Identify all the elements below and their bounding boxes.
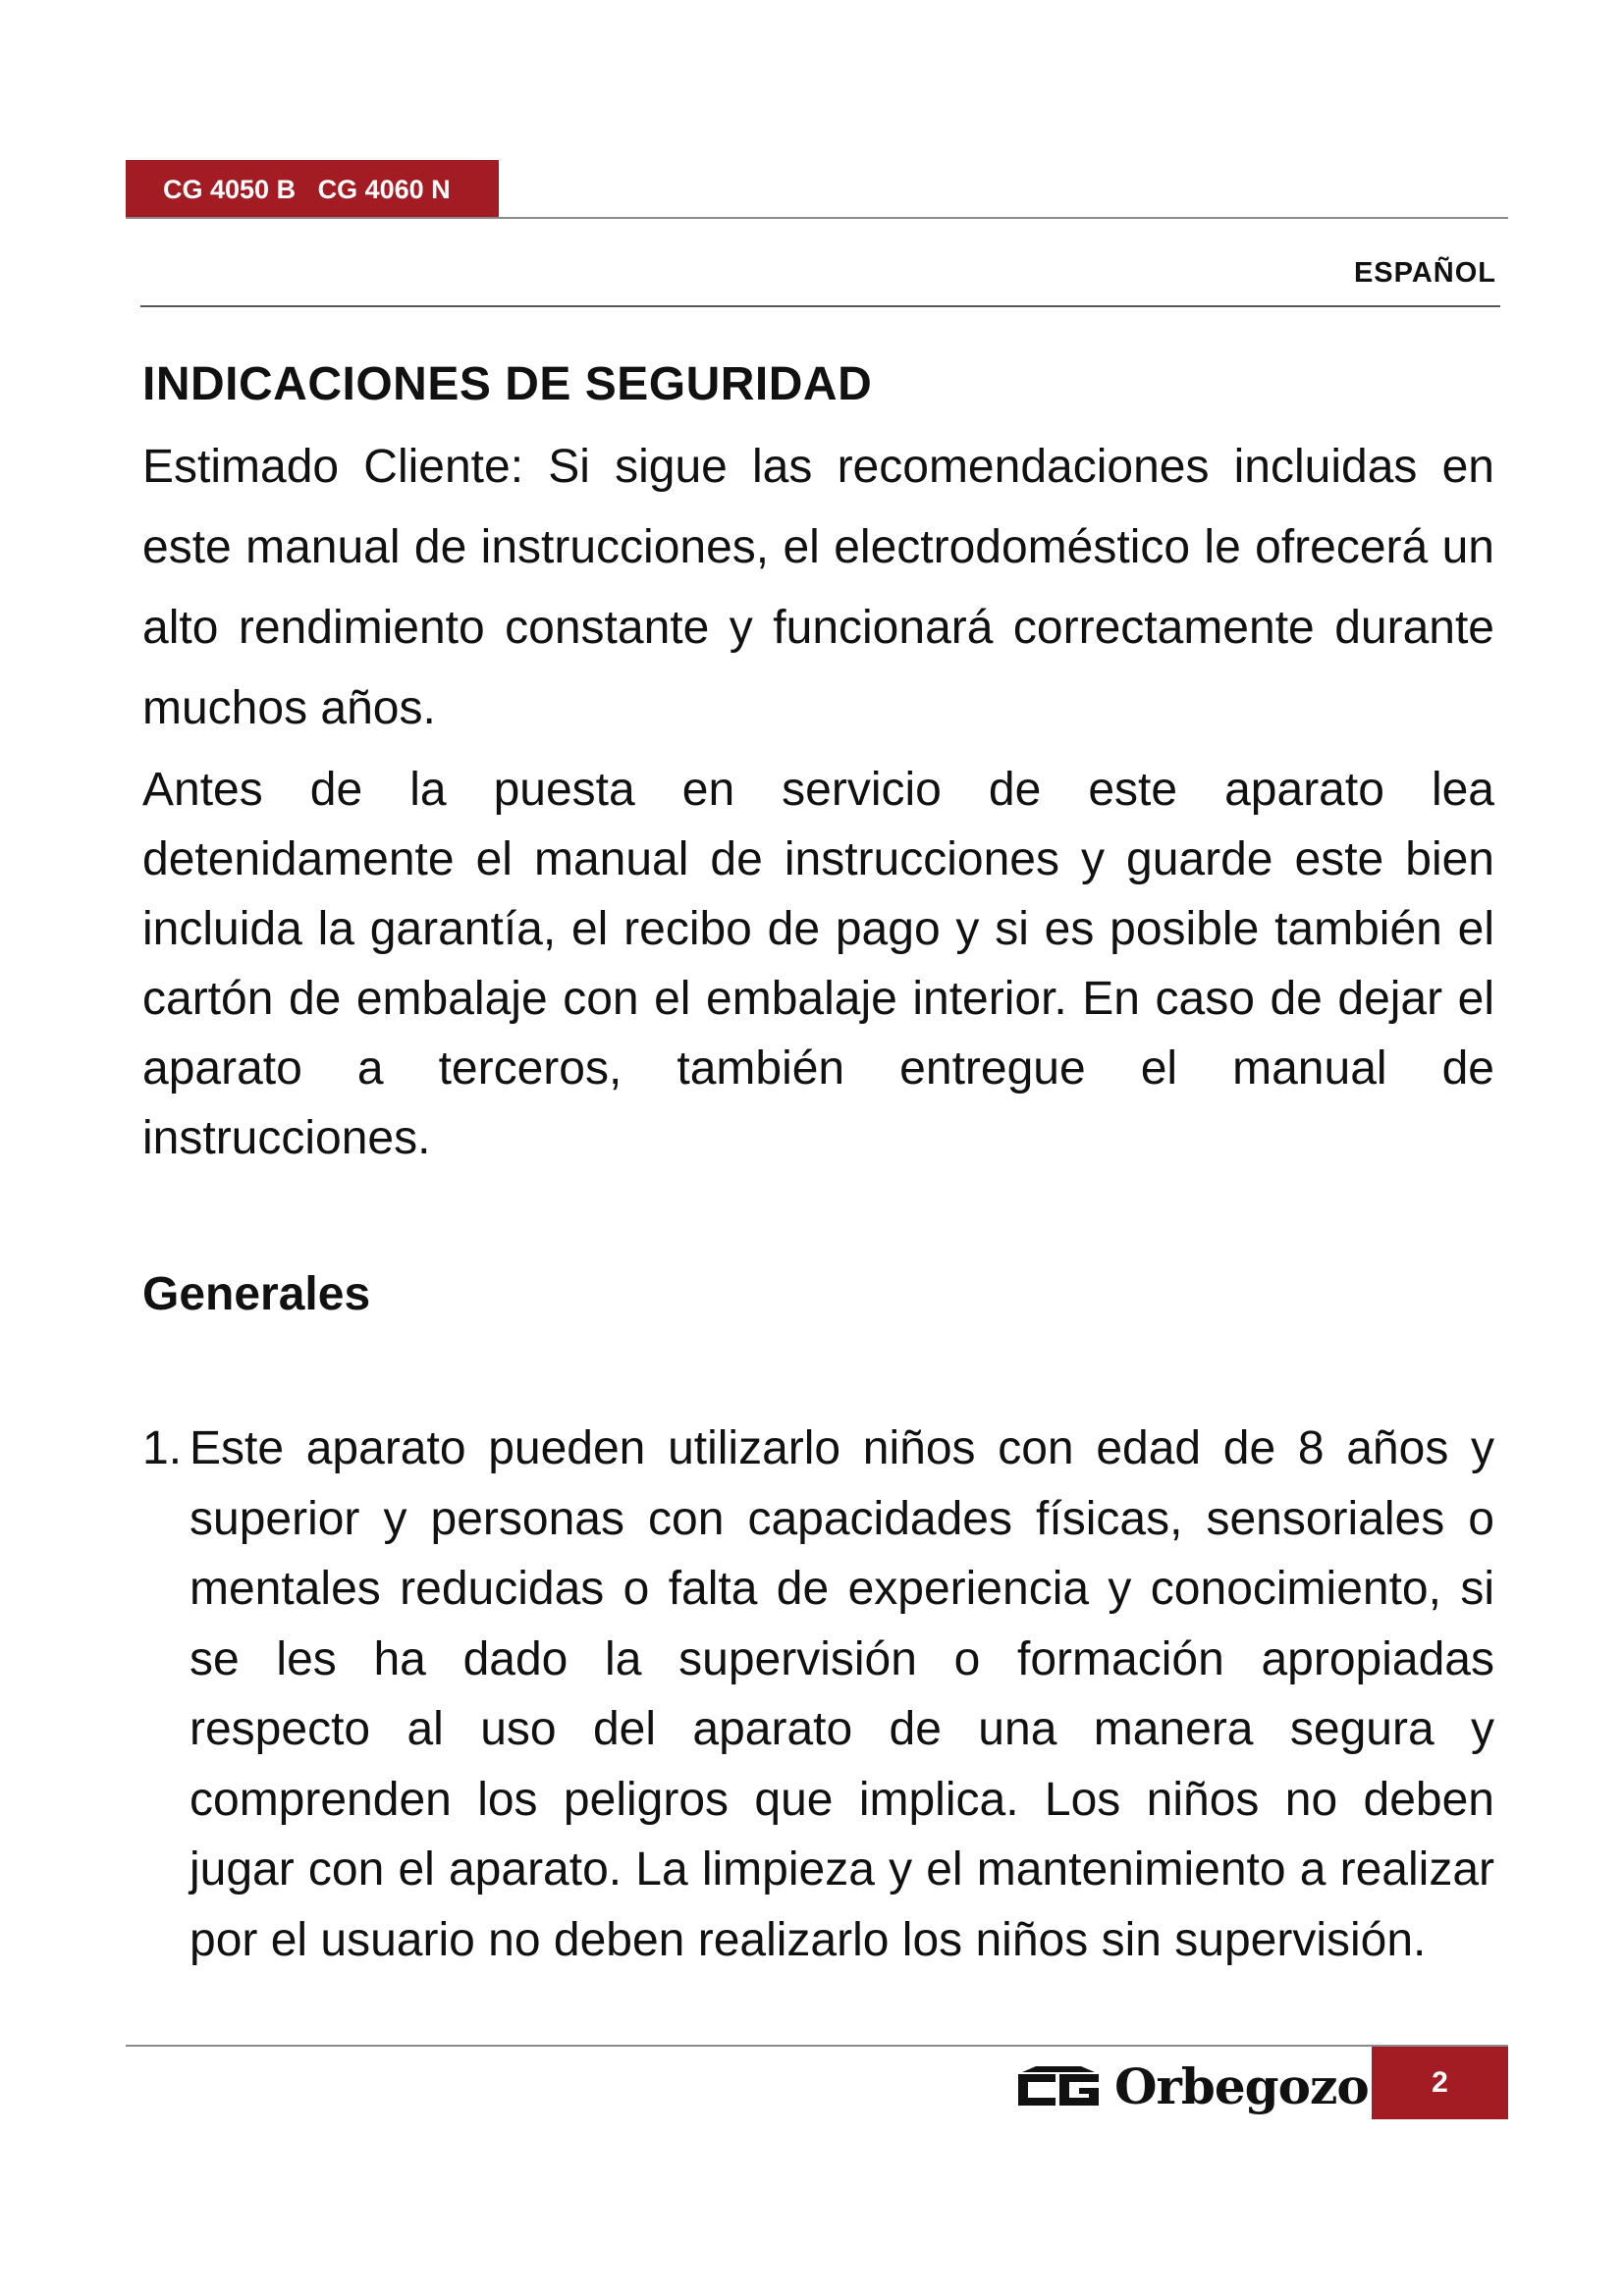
brand-logo-text: Orbegozo <box>1114 2056 1369 2115</box>
language-divider <box>140 305 1500 307</box>
section-title: INDICACIONES DE SEGURIDAD <box>142 358 873 410</box>
list-item <box>142 1414 1494 1975</box>
list-item-text: Este aparato pueden utilizarlo niños con edad de 8 años y superior y personas con capacidades físicas, sensoriales o mentales reducidas o falta de experiencia y conocimiento, si se les ha dado la supervisión o formación apropiadas respecto al uso del aparato de una manera segura y comprenden los peligros que implica. Los niños no deben jugar con el aparato. La limpieza y el mantenimiento a realizar por el usuario no deben realizarlo los niños sin supervisión. <box>189 1422 1494 1966</box>
page-number-box <box>1372 2047 1508 2119</box>
footer-divider <box>126 2045 1508 2047</box>
list-item-number: 1. <box>142 1422 183 1474</box>
brand-mark-icon <box>1016 2064 1101 2108</box>
page-number: 2 <box>1432 2066 1448 2099</box>
language-label: ESPAÑOL <box>1353 257 1496 289</box>
subsection-title: Generales <box>142 1268 371 1320</box>
header-divider <box>126 217 1508 219</box>
brand-logo <box>1016 2056 1369 2115</box>
intro-paragraph: Estimado Cliente: Si sigue las recomendaciones incluidas en este manual de instrucciones, el electrodoméstico le ofrecerá un alto rendimiento constante y funcionará correctamente durante muchos años. <box>142 441 1494 734</box>
model-codes-tab <box>126 160 499 219</box>
model-codes-label: CG 4050 B CG 4060 N <box>163 174 451 204</box>
page-content <box>142 346 1494 1975</box>
safety-list <box>142 1414 1494 1975</box>
instructions-paragraph: Antes de la puesta en servicio de este aparato lea detenidamente el manual de instrucciones y guarde este bien incluida la garantía, el recibo de pago y si es posible también el cartón de embalaje con el embalaje interior. En caso de dejar el aparato a terceros, también entregue el manual de instrucciones. <box>142 764 1494 1164</box>
